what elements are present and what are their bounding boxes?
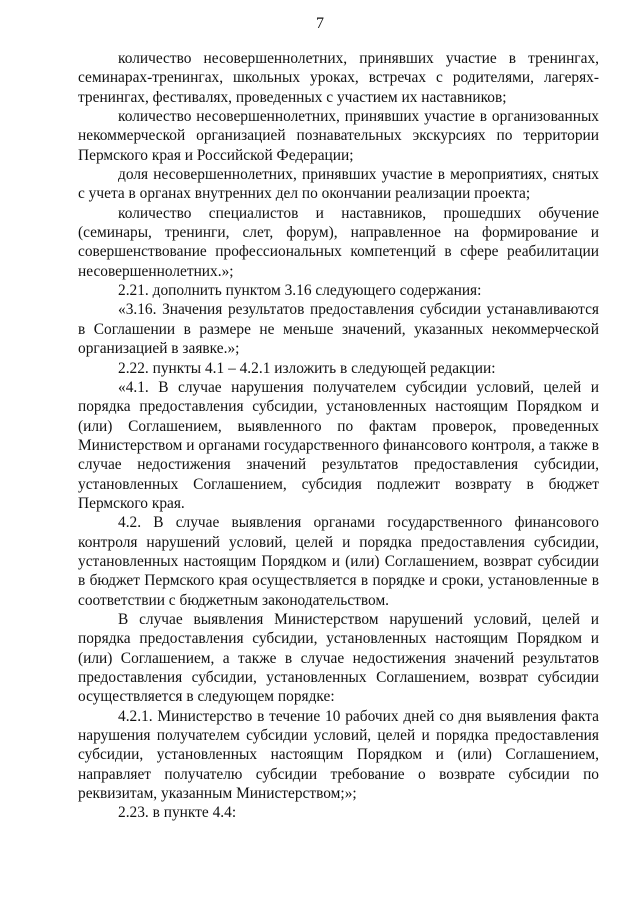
paragraph-count-excursions: количество несовершеннолетних, принявших участие в организованных некоммерческой организацией познавательных экскурсиях по территории Пермского края и Российской Федерации; <box>78 108 599 164</box>
paragraph-4-2-1: 4.2.1. Министерство в течение 10 рабочих дней со дня выявления факта нарушения получателем субсидии условий, целей и порядка предоставления субсидии, установленных настоящим Порядком и (или) Соглашением, направляет получателю субсидии требование о возврате субсидии по реквизитам, указанным Министерством;»; <box>78 707 599 803</box>
paragraph-count-specialists: количество специалистов и наставников, прошедших обучение (семинары, тренинги, слет, форум), направленное на формирование и совершенствование профессиональных компетенций в сфере реабилитации несовершеннолетних.»; <box>78 204 599 280</box>
paragraph-2-23: 2.23. в пункте 4.4: <box>118 804 237 822</box>
paragraph-share-deregistered: доля несовершеннолетних, принявших участие в мероприятиях, снятых с учета в органах внутренних дел по окончании реализации проекта; <box>78 166 599 203</box>
paragraph-4-1: «4.1. В случае нарушения получателем субсидии условий, целей и порядка предоставления субсидии, установленных настоящим Порядком и (или) Соглашением, выявленного по фактам проверок, проведенных Министерством и органами государственного финансового контроля, а также в случае недостижения значений результатов предоставления субсидии, установленных Соглашением, субсидия подлежит возврату в бюджет Пермского края. <box>78 378 599 512</box>
document-body <box>78 49 599 823</box>
paragraph-2-22: 2.22. пункты 4.1 – 4.2.1 изложить в следующей редакции: <box>118 359 496 377</box>
paragraph-3-16: «3.16. Значения результатов предоставления субсидии устанавливаются в Соглашении в размере не меньше значений, указанных некоммерческой организацией в заявке.»; <box>78 301 599 358</box>
paragraph-2-21: 2.21. дополнить пунктом 3.16 следующего содержания: <box>118 282 482 300</box>
page-number: 7 <box>316 15 324 32</box>
paragraph-4-2: 4.2. В случае выявления органами государственного финансового контроля нарушений условий, целей и порядка предоставления субсидии, установленных настоящим Порядком и (или) Соглашением, возврат субсидии в бюджет Пермского края осуществляется в порядке и сроки, установленные в соответствии с бюджетным законодательством. <box>78 514 599 609</box>
paragraph-ministry-violations: В случае выявления Министерством нарушений условий, целей и порядка предоставления субсидии, установленных настоящим Порядком и (или) Соглашением, а также в случае недостижения значений результатов предоставления субсидии, установленных Соглашением, возврат субсидии осуществляется в следующем порядке: <box>78 610 599 706</box>
paragraph-count-trainings: количество несовершеннолетних, принявших участие в тренингах, семинарах-тренингах, школьных уроках, встречах с родителями, лагерях-тренингах, фестивалях, проведенных с участием их наставников; <box>78 50 599 106</box>
